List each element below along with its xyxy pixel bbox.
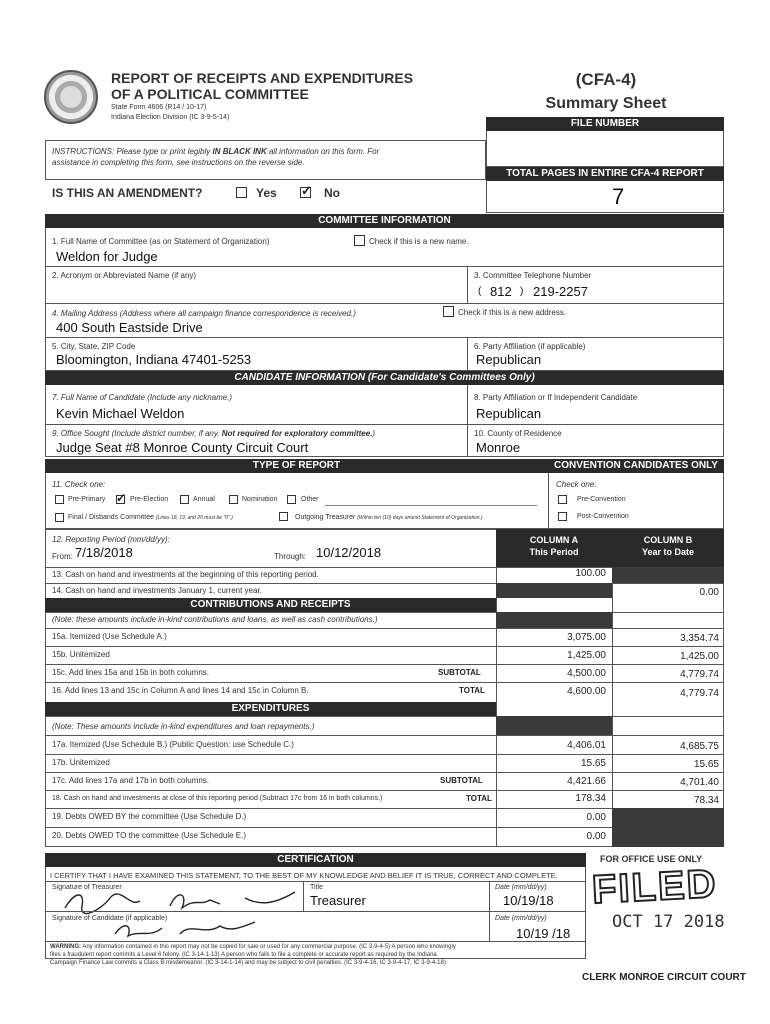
- report-title-line1: REPORT OF RECEIPTS AND EXPENDITURES: [111, 70, 414, 86]
- line-15a-label: 15a. Itemized (Use Schedule A.): [52, 632, 167, 641]
- amendment-yes-checkbox[interactable]: [236, 187, 247, 198]
- post-convention-label: Post-Convention: [577, 513, 629, 520]
- warning-text: [50, 943, 456, 967]
- from-label: From:: [52, 552, 73, 561]
- line-18-column-b: 78.34: [693, 795, 719, 806]
- shaded-cell: [496, 716, 612, 735]
- candidate-name-value: Kevin Michael Weldon: [56, 406, 185, 421]
- pre-convention-label: Pre-Convention: [577, 496, 626, 503]
- pre-convention-checkbox[interactable]: [558, 495, 567, 504]
- column-b-subtitle: Year to Date: [641, 547, 695, 557]
- other-fill-line: [325, 505, 537, 506]
- line-17b-column-b: 15.65: [693, 759, 719, 770]
- amendment-yes-label: Yes: [256, 186, 277, 200]
- line-20-column-a: 0.00: [586, 831, 606, 842]
- line-16-label: 16. Add lines 13 and 15c in Column A and lines 14 and 15c in Column B.: [52, 686, 309, 695]
- nomination-checkbox[interactable]: [229, 495, 238, 504]
- column-b-title: COLUMN B: [643, 535, 693, 545]
- divider: [45, 911, 586, 912]
- other-label: Other: [301, 496, 319, 503]
- divider: [45, 612, 724, 613]
- form-number: State Form 4606 (R14 / 10-17): [111, 104, 207, 111]
- line-17c-column-b: 4,701.40: [680, 777, 719, 788]
- shaded-cell: [496, 612, 612, 628]
- summary-sheet-title: Summary Sheet: [545, 95, 667, 112]
- divider: [467, 337, 468, 371]
- warning-line2: files a fraudulent report commits a Level 6 felony. (IC 3-14-1-13) A person who fails to file a complete or accurate report as required by the Indiana: [50, 952, 437, 958]
- stamp-clerk: CLERK MONROE CIRCUIT COURT: [582, 972, 746, 983]
- amendment-no-checkmark: ✓: [301, 183, 312, 198]
- divider: [303, 881, 304, 911]
- candidate-party-label: 8. Party Affiliation or If Independent Candidate: [474, 393, 638, 402]
- divider: [467, 385, 468, 457]
- line-15c-label: 15c. Add lines 15a and 15b in both columns.: [52, 668, 209, 677]
- convention-header: CONVENTION CANDIDATES ONLY: [548, 459, 724, 473]
- from-date-value: 7/18/2018: [75, 545, 133, 560]
- instructions-bold: IN BLACK INK: [212, 147, 267, 156]
- candidate-signature-label: Signature of Candidate (if applicable): [52, 915, 168, 922]
- line-15c-column-a: 4,500.00: [567, 668, 606, 679]
- pre-election-checkmark: ✓: [116, 491, 127, 505]
- line-15a-column-a: 3,075.00: [567, 632, 606, 643]
- line-13-label: 13. Cash on hand and investments at the beginning of this reporting period.: [52, 570, 319, 579]
- column-a-title: COLUMN A: [529, 535, 579, 545]
- office-label-prefix: 9. Office Sought (Include district number, if any.: [52, 429, 222, 438]
- divider: [45, 266, 724, 267]
- candidate-name-label: 7. Full Name of Candidate (Include any nickname.): [52, 393, 233, 402]
- treasurer-signature-label: Signature of Treasurer: [52, 884, 122, 891]
- line-16-total-tag: TOTAL: [459, 686, 485, 695]
- instructions-prefix: INSTRUCTIONS: Please type or print legibly: [52, 147, 213, 156]
- amendment-question: IS THIS AN AMENDMENT?: [52, 186, 203, 200]
- new-address-checkbox[interactable]: [443, 306, 454, 317]
- nomination-label: Nomination: [242, 496, 278, 503]
- line-15a-column-b: 3,354.74: [680, 633, 719, 644]
- divider: [45, 735, 724, 736]
- form-code: (CFA-4): [575, 70, 637, 89]
- outgoing-treasurer-checkbox[interactable]: [279, 512, 288, 521]
- certification-header: CERTIFICATION: [45, 853, 586, 867]
- new-address-label: Check if this is a new address.: [458, 308, 567, 317]
- pre-primary-label: Pre-Primary: [68, 496, 106, 503]
- divider: [45, 941, 586, 942]
- through-label: Through:: [274, 552, 307, 561]
- other-checkbox[interactable]: [287, 495, 296, 504]
- outgoing-treasurer-text: [295, 514, 483, 521]
- line-14-column-b: 0.00: [699, 587, 719, 598]
- divider: [45, 790, 724, 791]
- divider: [45, 337, 724, 338]
- county-value: Monroe: [476, 440, 521, 455]
- line-17a-column-b: 4,685.75: [680, 741, 719, 752]
- stamp-date: OCT 17 2018: [612, 912, 725, 932]
- file-number-header: FILE NUMBER: [486, 117, 724, 131]
- phone-number: 219-2257: [533, 284, 588, 299]
- candidate-signature: [110, 916, 260, 942]
- pre-election-label: Pre-Election: [130, 496, 169, 503]
- line-20-label: 20. Debts OWED TO the committee (Use Schedule E.): [52, 831, 246, 840]
- line-17b-column-a: 15.65: [580, 758, 606, 769]
- office-sought-value: Judge Seat #8 Monroe County Circuit Court: [56, 440, 309, 455]
- pre-primary-checkbox[interactable]: [55, 495, 64, 504]
- state-seal: [44, 70, 98, 124]
- total-pages-header: TOTAL PAGES IN ENTIRE CFA-4 REPORT: [486, 167, 724, 181]
- committee-name-value: Weldon for Judge: [56, 249, 158, 264]
- contributions-header: CONTRIBUTIONS AND RECEIPTS: [45, 598, 496, 612]
- office-use-label: FOR OFFICE USE ONLY: [600, 854, 703, 864]
- divider: [548, 473, 549, 529]
- line-17c-subtotal-tag: SUBTOTAL: [440, 776, 483, 785]
- column-a-subtitle: This Period: [529, 547, 579, 557]
- divider: [45, 754, 724, 755]
- check-one-label: 11. Check one:: [52, 480, 106, 489]
- divider: [45, 583, 724, 584]
- candidate-date-value: 10/19 /18: [516, 926, 571, 941]
- phone-area-code: 812: [490, 284, 512, 299]
- divider: [45, 716, 724, 717]
- title-value: Treasurer: [310, 893, 366, 908]
- line-15b-label: 15b. Unitemized: [52, 650, 110, 659]
- divider: [45, 772, 724, 773]
- check-one-right-label: Check one:: [556, 480, 597, 489]
- line-16-column-a: 4,600.00: [567, 686, 606, 697]
- line-15b-column-b: 1,425.00: [680, 651, 719, 662]
- through-date-value: 10/12/2018: [316, 545, 382, 560]
- line-13-column-a: 100.00: [575, 568, 606, 579]
- instructions-suffix: all information on this form. For: [266, 147, 380, 156]
- shaded-cell: [612, 567, 724, 583]
- shaded-cell: [496, 583, 612, 598]
- line-17c-label: 17c. Add lines 17a and 17b in both columns.: [52, 776, 209, 785]
- line-15c-column-b: 4,779.74: [680, 669, 719, 680]
- certification-statement: I CERTIFY THAT I HAVE EXAMINED THIS STATEMENT, TO THE BEST OF MY KNOWLEDGE AND BELIEF IT IS TRUE, CORRECT AND COMPLETE.: [50, 871, 558, 880]
- annual-label: Annual: [193, 496, 215, 503]
- candidate-party-value: Republican: [476, 406, 542, 421]
- office-sought-label: [52, 429, 375, 438]
- title-label: Title: [310, 884, 323, 891]
- expenditures-header: EXPENDITURES: [45, 702, 496, 716]
- divider: [467, 266, 468, 303]
- expenditures-note: (Note: These amounts include in-kind expenditures and loan repayments.): [52, 722, 315, 731]
- line-14-label: 14. Cash on hand and investments January 1, current year.: [52, 586, 262, 595]
- candidate-date-label: Date (mm/dd/yy): [495, 915, 547, 922]
- line-19-label: 19. Debts OWED BY the committee (Use Schedule D.): [52, 812, 247, 821]
- amendment-no-label: No: [324, 186, 340, 200]
- contributions-note: (Note: these amounts include in-kind contributions and loans, as well as cash contributions.): [52, 615, 378, 624]
- line-16-column-b: 4,779.74: [680, 688, 719, 699]
- divider: [45, 628, 724, 629]
- divider: [45, 424, 724, 425]
- final-disbands-label: [68, 514, 233, 521]
- warning-line3: Campaign Finance Law commits a Class B misdemeanor. (IC 3-14-1-14) and may be subject to civil penalties. (IC 3-9-4-16, IC 3-9-4-17, IC 3-9-4-18): [50, 960, 446, 966]
- final-disbands-checkbox[interactable]: [55, 513, 64, 522]
- line-17b-label: 17b. Unitemized: [52, 758, 110, 767]
- shaded-cell: [612, 808, 724, 847]
- treasurer-date-value: 10/19/18: [503, 893, 554, 908]
- phone-area-close: ): [520, 286, 524, 297]
- file-number-field[interactable]: [486, 131, 724, 167]
- office-label-bold: Not required for exploratory committee.: [221, 429, 373, 438]
- instructions-text: [52, 147, 379, 156]
- divider: [45, 664, 724, 665]
- line-18-label: 18. Cash on hand and investments at close of this reporting period (Subtract 17c from 16 in both columns.): [52, 795, 383, 802]
- line-18-column-a: 178.34: [575, 793, 606, 804]
- line-17c-column-a: 4,421.66: [567, 776, 606, 787]
- warning-bold: WARNING:: [50, 944, 81, 950]
- warning-line1: Any information contained in this report may not be copied for sale or used for any commercial purpose. (IC 3-9-4-5) A person who knowingly: [81, 944, 456, 950]
- city-value: Bloomington, Indiana 47401-5253: [56, 352, 252, 367]
- treasurer-date-label: Date (mm/dd/yy): [495, 884, 547, 891]
- city-label: 5. City, State, ZIP Code: [52, 342, 136, 351]
- reporting-period-label: 12. Reporting Period (mm/dd/yy):: [52, 535, 170, 544]
- new-name-label: Check if this is a new name.: [369, 237, 469, 246]
- committee-party-label: 6. Party Affiliation (if applicable): [474, 342, 586, 351]
- office-label-suffix: ): [372, 429, 376, 438]
- acronym-label: 2. Acronym or Abbreviated Name (if any): [52, 271, 197, 280]
- line-15b-column-a: 1,425.00: [567, 650, 606, 661]
- divider: [45, 881, 586, 882]
- instructions-text-line2: assistance in completing this form, see instructions on the reverse side.: [52, 158, 305, 167]
- final-note: (Lines 18, 19, and 20 must be "0".): [155, 515, 233, 521]
- divider: [45, 646, 724, 647]
- address-label: 4. Mailing Address (Address where all campaign finance correspondence is received.): [52, 309, 356, 318]
- divider: [45, 682, 724, 683]
- line-17a-label: 17a. Itemized (Use Schedule B.) (Public Question: use Schedule C.): [52, 740, 294, 749]
- annual-checkbox[interactable]: [180, 495, 189, 504]
- report-title-line2: OF A POLITICAL COMMITTEE: [111, 86, 309, 102]
- outgoing-label: Outgoing Treasurer: [295, 514, 356, 521]
- final-label: Final / Disbands Committee: [68, 514, 154, 521]
- line-15c-subtotal-tag: SUBTOTAL: [438, 668, 481, 677]
- election-division: Indiana Election Division (IC 3-9-5-14): [111, 114, 230, 121]
- divider: [45, 827, 612, 828]
- filed-stamp: FILED: [590, 861, 719, 913]
- candidate-info-header: CANDIDATE INFORMATION (For Candidate's Committees Only): [45, 371, 724, 385]
- phone-label: 3. Committee Telephone Number: [474, 271, 592, 280]
- line-19-column-a: 0.00: [586, 812, 606, 823]
- outgoing-note: (Within ten (10) days amend Statement of Organization.): [357, 515, 483, 521]
- committee-info-header: COMMITTEE INFORMATION: [45, 214, 724, 228]
- committee-name-label: 1. Full Name of Committee (as on Statement of Organization): [52, 237, 270, 246]
- address-value: 400 South Eastside Drive: [56, 320, 203, 335]
- line-17a-column-a: 4,406.01: [567, 740, 606, 751]
- report-type-header: TYPE OF REPORT: [45, 459, 548, 473]
- total-pages-field[interactable]: [486, 181, 724, 213]
- post-convention-checkbox[interactable]: [558, 512, 567, 521]
- divider: [45, 303, 724, 304]
- new-name-checkbox[interactable]: [354, 235, 365, 246]
- committee-party-value: Republican: [476, 352, 542, 367]
- county-label: 10. County of Residence: [474, 429, 562, 438]
- phone-area-open: (: [478, 286, 482, 297]
- line-18-total-tag: TOTAL: [466, 794, 492, 803]
- total-pages-value: 7: [612, 184, 625, 209]
